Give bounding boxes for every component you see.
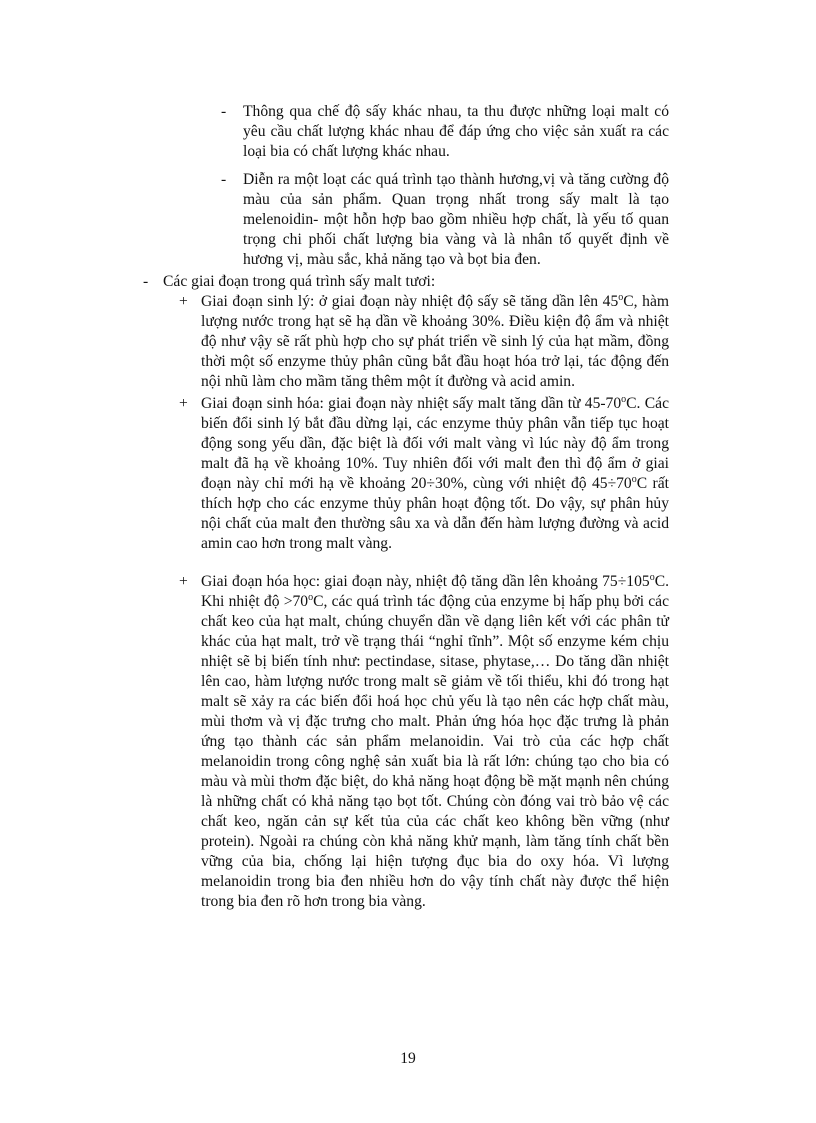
stage-plus-marker: + bbox=[179, 293, 188, 310]
intro-bullet-malt-quality: Thông qua chế độ sấy khác nhau, ta thu được những loại malt có yêu cầu chất lượng khác nhau để đáp ứng cho việc sản xuất ra các loại bia có chất lượng khác nhau. bbox=[243, 103, 669, 160]
stage-plus-marker: + bbox=[179, 573, 188, 590]
stages-heading: Các giai đoạn trong quá trình sấy malt tươi: bbox=[163, 273, 436, 290]
page-number: 19 bbox=[400, 1050, 416, 1067]
stage-physiological: Giai đoạn sinh lý: ở giai đoạn này nhiệt độ sấy sẽ tăng dần lên 45$^o$C, hàm lượng nước trong hạt sẽ hạ dần về khoảng 30%. Điều kiện độ ẩm và nhiệt độ như vậy sẽ rất phù hợp cho sự phát triển về sinh lý của hạt mầm, đồng thời một số enzyme thủy phân cũng bắt đầu hoạt hóa trở lại, tác động đến nội nhũ làm cho mầm tăng thêm một ít đường và acid amin. bbox=[201, 291, 670, 390]
heading-dash-marker: - bbox=[143, 273, 149, 290]
bullet-dash-marker: - bbox=[221, 103, 227, 120]
stage-chemical: Giai đoạn hóa học: giai đoạn này, nhiệt độ tăng dần lên khoảng $75\div 105^oC$. Khi nhiệt độ $>70^oC$, các quá trình tác động của enzyme bị hấp phụ bởi các chất keo của hạt malt, chúng chuyển dần về dạng liên kết với các phân tử khác của hạt malt, trở về trạng thái “nghỉ tĩnh”. Một số enzyme kém chịu nhiệt sẽ bị biến tính như: pectindase, sitase, phytase,… Do tăng dần nhiệt lên cao, hàm lượng nước trong malt sẽ giảm về tối thiểu, khi đó trong hạt malt sẽ xảy ra các biến đổi hoá học chủ yếu là tạo nên các hợp chất màu, mùi thơm và vị đặc trưng cho malt. Phản ứng hóa học đặc trưng là phản ứng tạo thành các sản phẩm melanoidin. Vai trò của các hợp chất melanoidin trong công nghệ sản xuất bia là rất lớn: chúng tạo cho bia có màu và mùi thơm đặc biệt, do khả năng hoạt động bề mặt mạnh nên chúng là những chất có khả năng tạo bọt tốt. Chúng còn đóng vai trò bảo vệ các chất keo, ngăn cản sự kết tủa của các chất keo không bền vững (như protein). Ngoài ra chúng còn khả năng khử mạnh, làm tăng tính chất bền vững của bia, chống lại hiện tượng đục bia do oxy hóa. Vì lượng melanoidin trong bia đen nhiều hơn do vậy tính chất này được thể hiện trong bia đen rõ hơn trong bia vàng. bbox=[201, 571, 669, 910]
stage-biochemical: Giai đoạn sinh hóa: giai đoạn này nhiệt sấy malt tăng dần từ 45-70$^o$C. Các biến đổi sinh lý bắt đầu dừng lại, các enzyme thủy phân vẫn tiếp tục hoạt động song yếu dần, đặc biệt là đối với malt vàng vì lúc này độ ẩm trong malt đã hạ về khoảng 10%. Tuy nhiên đối với malt đen thì độ ẩm ở giai đoạn này chỉ mới hạ về khoảng 20÷30%, cùng với nhiệt độ $45\div 70^oC$ rất thích hợp cho các enzyme thủy phân hoạt động tốt. Do vậy, sự phân hủy nội chất của malt đen thường sâu xa và dẫn đến hàm lượng đường và acid amin cao hơn trong malt vàng. bbox=[201, 393, 669, 552]
intro-bullet-melanoidin: Diễn ra một loạt các quá trình tạo thành hương,vị và tăng cường độ màu của sản phẩm. Quan trọng nhất trong sấy malt là tạo melenoidin- một hỗn hợp bao gồm nhiều hợp chất, là yếu tố quan trọng chi phối chất lượng bia vàng và là nhân tố quyết định về hương vị, màu sắc, khả năng tạo và bọt bia đen. bbox=[243, 171, 669, 268]
stage-plus-marker: + bbox=[179, 395, 188, 412]
bullet-dash-marker: - bbox=[221, 171, 227, 188]
